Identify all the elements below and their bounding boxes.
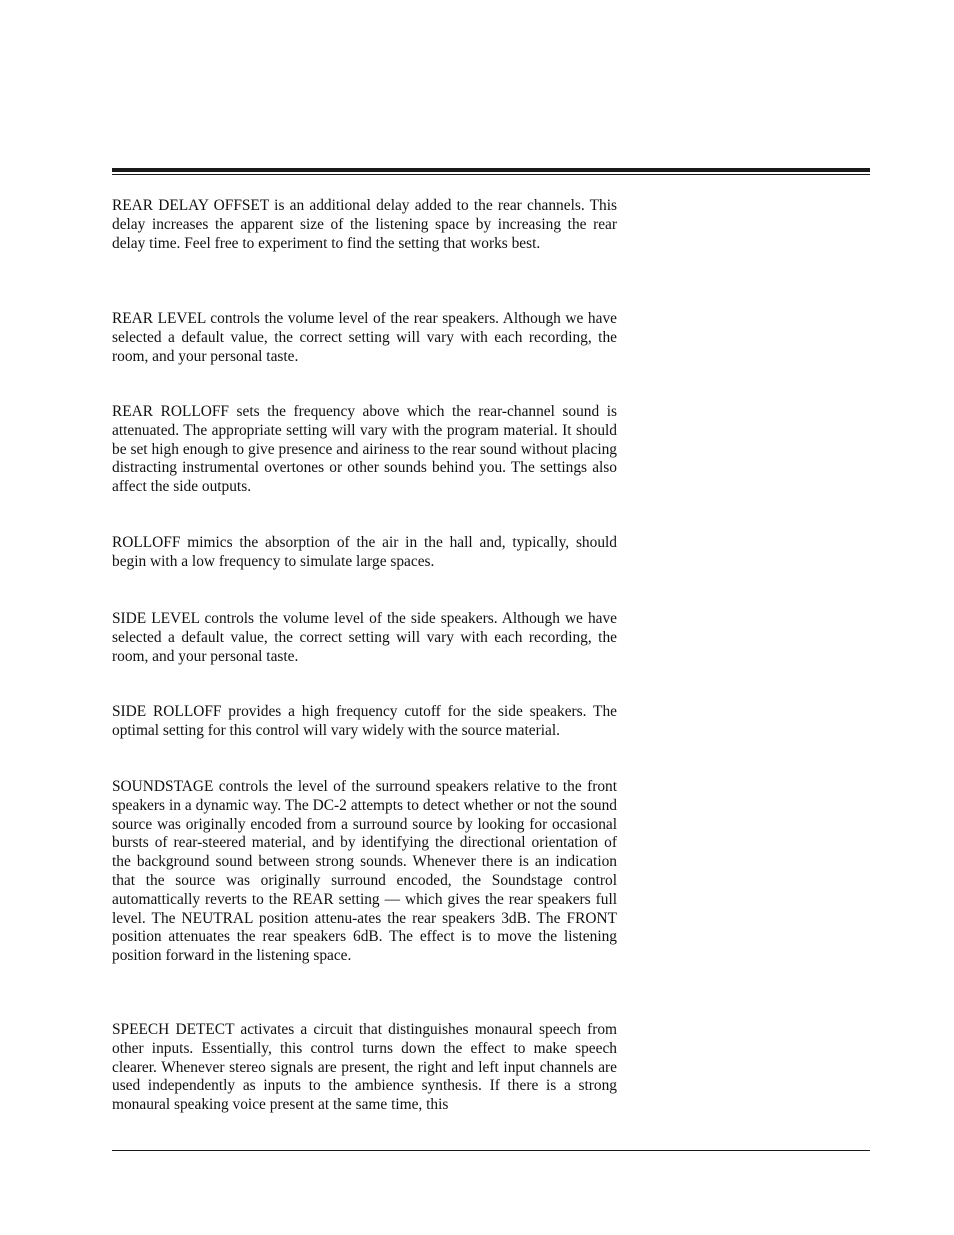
paragraph-soundstage: SOUNDSTAGE controls the level of the surround speakers relative to the front speakers in a dynamic way. The DC-2 attempts to detect whether or not the sound source was originally encoded from a surround source by looking for occasional bursts of rear-steered material, and by identifying the directional orientation of the background sound between strong sounds. Whenever there is an indication that the source was originally surround encoded, the Soundstage control automattically reverts to the REAR setting — which gives the rear speakers full level. The NEUTRAL position attenu-ates the rear speakers 3dB. The FRONT position attenuates the rear speakers 6dB. The effect is to move the listening position forward in the listening space.	[112, 778, 617, 965]
paragraph-rear-delay-offset: REAR DELAY OFFSET is an additional delay added to the rear channels. This delay increases the apparent size of the listening space by increasing the rear delay time. Feel free to experiment to find the setting that works best.	[112, 197, 617, 252]
header-rule-thin	[112, 174, 870, 175]
speech-detect-container	[112, 1021, 617, 1117]
paragraph-side-level: SIDE LEVEL controls the volume level of the side speakers. Although we have selected a default value, the correct setting will vary with each recording, the room, and your personal taste.	[112, 610, 617, 665]
paragraph-rear-rolloff: REAR ROLLOFF sets the frequency above which the rear-channel sound is attenuated. The appropriate setting will vary with the program material. It should be set high enough to give presence and airiness to the rear sound without placing distracting instrumental overtones or other sounds behind you. The settings also affect the side outputs.	[112, 403, 617, 496]
paragraph-rear-level: REAR LEVEL controls the volume level of the rear speakers. Although we have selected a default value, the correct setting will vary with each recording, the room, and your personal taste.	[112, 310, 617, 365]
paragraph-rolloff: ROLLOFF mimics the absorption of the air in the hall and, typically, should begin with a low frequency to simulate large spaces.	[112, 534, 617, 570]
paragraph-speech-detect: SPEECH DETECT activates a circuit that distinguishes monaural speech from other inputs. Essentially, this control turns down the effect to make speech clearer. Whenever stereo signals are present, the right and left input channels are used independently as inputs to the ambience synthesis. If there is a strong monaural speaking voice present at the same time, this	[112, 1021, 617, 1114]
footer-rule	[112, 1150, 870, 1151]
header-rule-thick	[112, 168, 870, 172]
header-double-rule	[112, 168, 870, 176]
paragraph-side-rolloff: SIDE ROLLOFF provides a high frequency cutoff for the side speakers. The optimal setting for this control will vary widely with the source material.	[112, 703, 617, 739]
